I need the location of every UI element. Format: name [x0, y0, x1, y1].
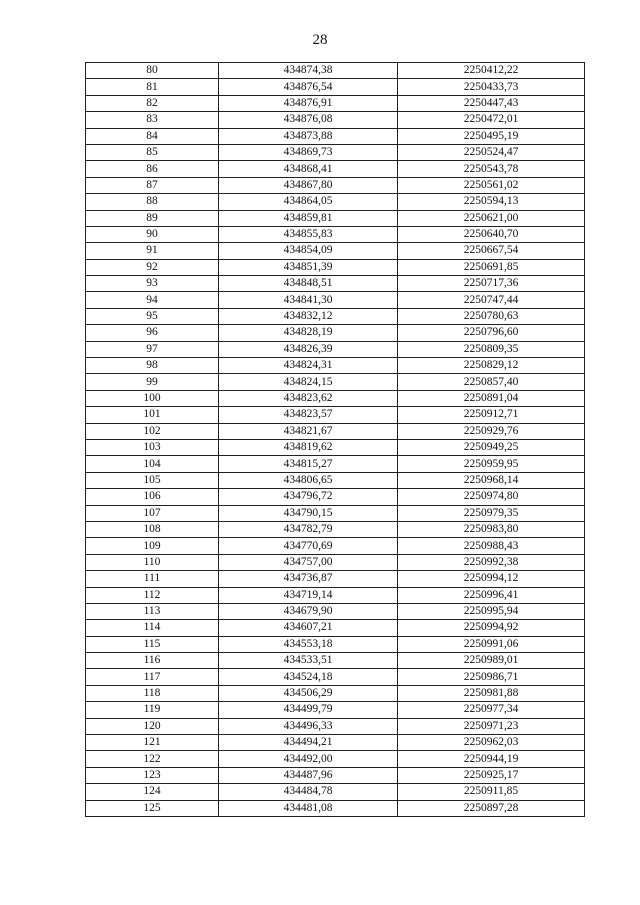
table-row — [86, 751, 585, 767]
y-coordinate-cell: 2250994,92 — [398, 620, 585, 636]
point-number-cell: 103 — [86, 439, 219, 455]
y-coordinate-cell: 2250971,23 — [398, 718, 585, 734]
x-coordinate-cell: 434815,27 — [219, 456, 398, 472]
point-number-cell: 114 — [86, 620, 219, 636]
x-coordinate-cell: 434484,78 — [219, 784, 398, 800]
point-number-cell: 116 — [86, 653, 219, 669]
point-number-cell: 110 — [86, 554, 219, 570]
y-coordinate-cell: 2250561,02 — [398, 177, 585, 193]
y-coordinate-cell: 2250983,80 — [398, 521, 585, 537]
point-number-cell: 118 — [86, 685, 219, 701]
point-number-cell: 112 — [86, 587, 219, 603]
point-number-cell: 113 — [86, 603, 219, 619]
table-row — [86, 112, 585, 128]
y-coordinate-cell: 2250412,22 — [398, 63, 585, 79]
y-coordinate-cell: 2250974,80 — [398, 489, 585, 505]
x-coordinate-cell: 434821,67 — [219, 423, 398, 439]
y-coordinate-cell: 2250691,85 — [398, 259, 585, 275]
x-coordinate-cell: 434770,69 — [219, 538, 398, 554]
table-row — [86, 718, 585, 734]
point-number-cell: 109 — [86, 538, 219, 554]
point-number-cell: 96 — [86, 325, 219, 341]
coordinates-table — [85, 62, 585, 817]
table-row — [86, 292, 585, 308]
y-coordinate-cell: 2250979,35 — [398, 505, 585, 521]
y-coordinate-cell: 2250524,47 — [398, 144, 585, 160]
point-number-cell: 122 — [86, 751, 219, 767]
x-coordinate-cell: 434859,81 — [219, 210, 398, 226]
x-coordinate-cell: 434848,51 — [219, 276, 398, 292]
x-coordinate-cell: 434499,79 — [219, 702, 398, 718]
point-number-cell: 88 — [86, 194, 219, 210]
table-row — [86, 79, 585, 95]
x-coordinate-cell: 434496,33 — [219, 718, 398, 734]
point-number-cell: 108 — [86, 521, 219, 537]
point-number-cell: 98 — [86, 358, 219, 374]
point-number-cell: 92 — [86, 259, 219, 275]
x-coordinate-cell: 434828,19 — [219, 325, 398, 341]
x-coordinate-cell: 434876,08 — [219, 112, 398, 128]
x-coordinate-cell: 434832,12 — [219, 308, 398, 324]
point-number-cell: 94 — [86, 292, 219, 308]
x-coordinate-cell: 434553,18 — [219, 636, 398, 652]
x-coordinate-cell: 434873,88 — [219, 128, 398, 144]
table-row — [86, 358, 585, 374]
point-number-cell: 124 — [86, 784, 219, 800]
x-coordinate-cell: 434719,14 — [219, 587, 398, 603]
table-row — [86, 538, 585, 554]
x-coordinate-cell: 434876,91 — [219, 95, 398, 111]
x-coordinate-cell: 434506,29 — [219, 685, 398, 701]
table-row — [86, 653, 585, 669]
point-number-cell: 81 — [86, 79, 219, 95]
point-number-cell: 123 — [86, 767, 219, 783]
table-row — [86, 489, 585, 505]
point-number-cell: 100 — [86, 390, 219, 406]
table-row — [86, 226, 585, 242]
y-coordinate-cell: 2250912,71 — [398, 407, 585, 423]
table-row — [86, 407, 585, 423]
y-coordinate-cell: 2250988,43 — [398, 538, 585, 554]
y-coordinate-cell: 2250991,06 — [398, 636, 585, 652]
x-coordinate-cell: 434874,38 — [219, 63, 398, 79]
x-coordinate-cell: 434864,05 — [219, 194, 398, 210]
x-coordinate-cell: 434533,51 — [219, 653, 398, 669]
x-coordinate-cell: 434806,65 — [219, 472, 398, 488]
table-row — [86, 571, 585, 587]
x-coordinate-cell: 434487,96 — [219, 767, 398, 783]
table-row — [86, 63, 585, 79]
y-coordinate-cell: 2250925,17 — [398, 767, 585, 783]
point-number-cell: 84 — [86, 128, 219, 144]
table-row — [86, 177, 585, 193]
x-coordinate-cell: 434876,54 — [219, 79, 398, 95]
y-coordinate-cell: 2250747,44 — [398, 292, 585, 308]
x-coordinate-cell: 434524,18 — [219, 669, 398, 685]
y-coordinate-cell: 2250829,12 — [398, 358, 585, 374]
table-row — [86, 95, 585, 111]
table-row — [86, 439, 585, 455]
y-coordinate-cell: 2250447,43 — [398, 95, 585, 111]
point-number-cell: 102 — [86, 423, 219, 439]
table-row — [86, 194, 585, 210]
x-coordinate-cell: 434757,00 — [219, 554, 398, 570]
y-coordinate-cell: 2250944,19 — [398, 751, 585, 767]
point-number-cell: 119 — [86, 702, 219, 718]
point-number-cell: 80 — [86, 63, 219, 79]
table-row — [86, 620, 585, 636]
table-row — [86, 800, 585, 816]
x-coordinate-cell: 434855,83 — [219, 226, 398, 242]
point-number-cell: 104 — [86, 456, 219, 472]
y-coordinate-cell: 2250992,38 — [398, 554, 585, 570]
table-row — [86, 685, 585, 701]
point-number-cell: 87 — [86, 177, 219, 193]
table-row — [86, 472, 585, 488]
table-row — [86, 128, 585, 144]
coordinates-table-body — [86, 63, 585, 817]
point-number-cell: 115 — [86, 636, 219, 652]
page-number: 28 — [312, 32, 328, 48]
y-coordinate-cell: 2250621,00 — [398, 210, 585, 226]
point-number-cell: 93 — [86, 276, 219, 292]
table-row — [86, 784, 585, 800]
x-coordinate-cell: 434823,62 — [219, 390, 398, 406]
point-number-cell: 97 — [86, 341, 219, 357]
x-coordinate-cell: 434790,15 — [219, 505, 398, 521]
table-row — [86, 505, 585, 521]
point-number-cell: 101 — [86, 407, 219, 423]
table-row — [86, 210, 585, 226]
y-coordinate-cell: 2250989,01 — [398, 653, 585, 669]
x-coordinate-cell: 434819,62 — [219, 439, 398, 455]
y-coordinate-cell: 2250543,78 — [398, 161, 585, 177]
table-row — [86, 276, 585, 292]
y-coordinate-cell: 2250996,41 — [398, 587, 585, 603]
table-row — [86, 587, 585, 603]
table-row — [86, 325, 585, 341]
table-row — [86, 521, 585, 537]
point-number-cell: 105 — [86, 472, 219, 488]
x-coordinate-cell: 434851,39 — [219, 259, 398, 275]
table-row — [86, 767, 585, 783]
x-coordinate-cell: 434607,21 — [219, 620, 398, 636]
y-coordinate-cell: 2250857,40 — [398, 374, 585, 390]
table-row — [86, 144, 585, 160]
table-row — [86, 259, 585, 275]
y-coordinate-cell: 2250472,01 — [398, 112, 585, 128]
x-coordinate-cell: 434868,41 — [219, 161, 398, 177]
point-number-cell: 99 — [86, 374, 219, 390]
x-coordinate-cell: 434492,00 — [219, 751, 398, 767]
point-number-cell: 121 — [86, 735, 219, 751]
table-row — [86, 161, 585, 177]
y-coordinate-cell: 2250667,54 — [398, 243, 585, 259]
y-coordinate-cell: 2250897,28 — [398, 800, 585, 816]
table-row — [86, 243, 585, 259]
x-coordinate-cell: 434736,87 — [219, 571, 398, 587]
point-number-cell: 91 — [86, 243, 219, 259]
table-row — [86, 735, 585, 751]
y-coordinate-cell: 2250911,85 — [398, 784, 585, 800]
x-coordinate-cell: 434494,21 — [219, 735, 398, 751]
point-number-cell: 85 — [86, 144, 219, 160]
y-coordinate-cell: 2250962,03 — [398, 735, 585, 751]
table-row — [86, 702, 585, 718]
table-row — [86, 423, 585, 439]
y-coordinate-cell: 2250594,13 — [398, 194, 585, 210]
x-coordinate-cell: 434854,09 — [219, 243, 398, 259]
y-coordinate-cell: 2250809,35 — [398, 341, 585, 357]
table-row — [86, 669, 585, 685]
y-coordinate-cell: 2250949,25 — [398, 439, 585, 455]
point-number-cell: 83 — [86, 112, 219, 128]
y-coordinate-cell: 2250780,63 — [398, 308, 585, 324]
point-number-cell: 89 — [86, 210, 219, 226]
y-coordinate-cell: 2250968,14 — [398, 472, 585, 488]
point-number-cell: 86 — [86, 161, 219, 177]
table-row — [86, 374, 585, 390]
y-coordinate-cell: 2250891,04 — [398, 390, 585, 406]
y-coordinate-cell: 2250986,71 — [398, 669, 585, 685]
x-coordinate-cell: 434782,79 — [219, 521, 398, 537]
point-number-cell: 82 — [86, 95, 219, 111]
x-coordinate-cell: 434869,73 — [219, 144, 398, 160]
y-coordinate-cell: 2250433,73 — [398, 79, 585, 95]
table-row — [86, 636, 585, 652]
y-coordinate-cell: 2250994,12 — [398, 571, 585, 587]
point-number-cell: 95 — [86, 308, 219, 324]
x-coordinate-cell: 434841,30 — [219, 292, 398, 308]
y-coordinate-cell: 2250640,70 — [398, 226, 585, 242]
x-coordinate-cell: 434826,39 — [219, 341, 398, 357]
x-coordinate-cell: 434824,31 — [219, 358, 398, 374]
point-number-cell: 120 — [86, 718, 219, 734]
table-row — [86, 308, 585, 324]
x-coordinate-cell: 434679,90 — [219, 603, 398, 619]
table-row — [86, 341, 585, 357]
table-row — [86, 603, 585, 619]
y-coordinate-cell: 2250977,34 — [398, 702, 585, 718]
point-number-cell: 106 — [86, 489, 219, 505]
point-number-cell: 111 — [86, 571, 219, 587]
y-coordinate-cell: 2250796,60 — [398, 325, 585, 341]
y-coordinate-cell: 2250959,95 — [398, 456, 585, 472]
y-coordinate-cell: 2250929,76 — [398, 423, 585, 439]
point-number-cell: 125 — [86, 800, 219, 816]
point-number-cell: 117 — [86, 669, 219, 685]
point-number-cell: 107 — [86, 505, 219, 521]
x-coordinate-cell: 434796,72 — [219, 489, 398, 505]
x-coordinate-cell: 434824,15 — [219, 374, 398, 390]
x-coordinate-cell: 434481,08 — [219, 800, 398, 816]
x-coordinate-cell: 434867,80 — [219, 177, 398, 193]
y-coordinate-cell: 2250717,36 — [398, 276, 585, 292]
table-row — [86, 390, 585, 406]
point-number-cell: 90 — [86, 226, 219, 242]
x-coordinate-cell: 434823,57 — [219, 407, 398, 423]
y-coordinate-cell: 2250981,88 — [398, 685, 585, 701]
table-row — [86, 456, 585, 472]
y-coordinate-cell: 2250495,19 — [398, 128, 585, 144]
y-coordinate-cell: 2250995,94 — [398, 603, 585, 619]
table-row — [86, 554, 585, 570]
